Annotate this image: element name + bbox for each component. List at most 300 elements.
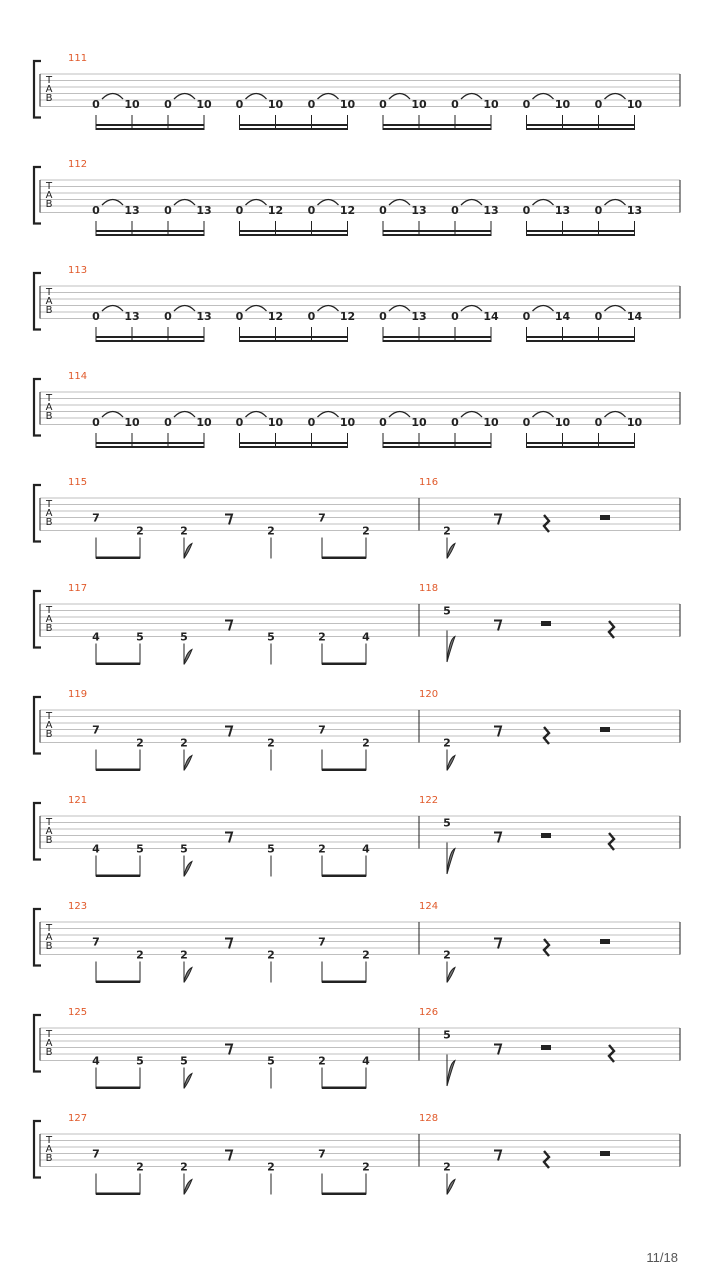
fret-number: 2 — [443, 1160, 451, 1174]
beam — [322, 875, 366, 878]
half-rest — [541, 621, 551, 626]
beam-group — [523, 94, 643, 131]
slur — [461, 412, 482, 418]
fret-number: 0 — [451, 310, 459, 323]
eighth-rest — [225, 1045, 232, 1055]
fret-number: 0 — [379, 416, 387, 429]
measure-number: 115 — [68, 477, 88, 488]
half-rest — [600, 727, 610, 732]
fret-number: 0 — [92, 98, 100, 111]
fret-number: 7 — [92, 723, 100, 737]
measure — [68, 1007, 370, 1089]
fret-number: 4 — [362, 842, 370, 856]
measure-number: 117 — [68, 583, 88, 594]
fret-number: 2 — [318, 630, 326, 644]
eighth-rest — [494, 515, 501, 525]
eighth-rest — [494, 939, 501, 949]
slur — [605, 94, 626, 100]
measure-number: 127 — [68, 1113, 88, 1124]
tab-clef-letter: A — [45, 190, 53, 201]
slur — [389, 412, 410, 418]
tab-clef-letter: A — [45, 508, 53, 519]
fret-number: 0 — [522, 98, 531, 111]
tab-system — [34, 795, 680, 877]
note-flag — [184, 862, 192, 877]
tab-clef-letter: B — [45, 835, 53, 846]
eighth-rest — [225, 939, 232, 949]
slur — [174, 200, 195, 206]
fret-number: 4 — [362, 1054, 370, 1068]
slur — [461, 200, 482, 206]
beam-primary — [383, 340, 491, 342]
fret-number: 10 — [196, 416, 212, 429]
tab-clef-letter: T — [45, 393, 53, 404]
fret-number: 10 — [554, 416, 571, 429]
fret-number: 0 — [164, 204, 172, 217]
note-flag — [447, 849, 455, 875]
measure — [419, 583, 614, 662]
tab-system — [34, 689, 680, 771]
eighth-rest — [494, 1151, 501, 1161]
tab-clef-letter: T — [45, 817, 53, 828]
tab-system — [34, 53, 680, 130]
tab-system — [34, 1007, 680, 1089]
fret-number: 13 — [483, 204, 499, 217]
slur — [461, 94, 482, 100]
beam-group — [236, 306, 355, 343]
fret-number: 5 — [136, 842, 144, 856]
beam-group — [236, 412, 356, 449]
fret-number: 5 — [136, 630, 144, 644]
measure — [419, 795, 614, 874]
half-rest — [600, 515, 610, 520]
slur — [318, 94, 339, 100]
fret-number: 10 — [483, 98, 499, 111]
beam-primary — [240, 446, 348, 448]
beam-secondary — [527, 442, 635, 444]
fret-number: 7 — [318, 935, 326, 949]
fret-number: 2 — [136, 948, 144, 962]
slur — [102, 94, 123, 100]
beam-secondary — [383, 230, 491, 232]
fret-number: 2 — [267, 736, 275, 750]
slur — [246, 200, 267, 206]
fret-number: 0 — [594, 98, 603, 111]
slur — [533, 200, 554, 206]
slur — [174, 94, 195, 100]
beam-primary — [96, 128, 204, 130]
eighth-rest — [494, 833, 501, 843]
tab-clef-letter: T — [45, 499, 53, 510]
beam — [96, 981, 140, 984]
fret-number: 13 — [196, 204, 212, 217]
measure-number: 125 — [68, 1007, 88, 1018]
eighth-rest — [225, 833, 232, 843]
tab-clef-letter: T — [45, 75, 53, 86]
fret-number: 10 — [339, 98, 356, 111]
slur — [246, 412, 267, 418]
beam-primary — [96, 340, 204, 342]
fret-number: 2 — [267, 1160, 275, 1174]
fret-number: 2 — [180, 736, 188, 750]
tab-clef-letter: A — [45, 826, 53, 837]
measure — [68, 901, 370, 983]
beam — [96, 1087, 140, 1090]
measure — [68, 477, 370, 559]
beam-secondary — [383, 336, 491, 338]
measure-number: 113 — [68, 265, 88, 276]
fret-number: 14 — [626, 310, 643, 323]
tab-clef-letter: T — [45, 181, 53, 192]
slur — [533, 94, 554, 100]
fret-number: 5 — [136, 1054, 144, 1068]
fret-number: 0 — [594, 310, 603, 323]
tab-clef-letter: A — [45, 402, 53, 413]
fret-number: 10 — [124, 416, 140, 429]
tab-clef-letter: B — [45, 623, 53, 634]
tab-clef-letter: A — [45, 932, 53, 943]
fret-number: 13 — [124, 310, 140, 323]
beam-group — [379, 94, 499, 131]
tab-clef-letter: A — [45, 720, 53, 731]
tab-clef-letter: B — [45, 1047, 53, 1058]
tab-system — [34, 371, 680, 448]
fret-number: 12 — [339, 204, 356, 217]
beam-primary — [96, 446, 204, 448]
tab-clef-letter: B — [45, 941, 53, 952]
fret-number: 13 — [124, 204, 140, 217]
beam-group — [523, 200, 642, 237]
fret-number: 0 — [307, 204, 316, 217]
measure — [419, 1007, 614, 1086]
slur — [389, 306, 410, 312]
beam-primary — [383, 446, 491, 448]
slur — [605, 200, 626, 206]
slur — [102, 306, 123, 312]
fret-number: 2 — [267, 948, 275, 962]
fret-number: 14 — [554, 310, 571, 323]
fret-number: 0 — [594, 204, 603, 217]
beam-secondary — [240, 442, 348, 444]
fret-number: 7 — [318, 723, 326, 737]
measure-number: 126 — [419, 1007, 439, 1018]
fret-number: 7 — [318, 511, 326, 525]
eighth-rest — [494, 1045, 501, 1055]
fret-number: 0 — [379, 204, 387, 217]
fret-number: 7 — [318, 1147, 326, 1161]
fret-number: 0 — [307, 98, 316, 111]
beam-secondary — [240, 230, 348, 232]
eighth-rest — [225, 515, 232, 525]
tab-clef-letter: B — [45, 729, 53, 740]
beam-primary — [240, 234, 348, 236]
tab-clef-letter: A — [45, 614, 53, 625]
tab-clef-letter: B — [45, 517, 53, 528]
tab-clef-letter: A — [45, 296, 53, 307]
beam-primary — [240, 128, 348, 130]
slur — [318, 306, 339, 312]
beam — [322, 557, 366, 560]
beam-group — [92, 200, 211, 237]
eighth-rest — [225, 621, 232, 631]
beam-secondary — [383, 442, 491, 444]
tab-system — [34, 159, 680, 236]
fret-number: 2 — [362, 524, 370, 538]
fret-number: 13 — [411, 310, 427, 323]
fret-number: 0 — [379, 98, 387, 111]
beam-group — [379, 412, 499, 449]
fret-number: 0 — [164, 416, 172, 429]
fret-number: 0 — [451, 416, 459, 429]
tab-clef-letter: T — [45, 605, 53, 616]
note-flag — [184, 1074, 192, 1089]
tab-clef-letter: A — [45, 1038, 53, 1049]
beam — [322, 1087, 366, 1090]
fret-number: 0 — [92, 204, 100, 217]
note-flag — [184, 968, 192, 983]
slur — [174, 306, 195, 312]
fret-number: 2 — [318, 1054, 326, 1068]
tab-clef-letter: B — [45, 411, 53, 422]
fret-number: 5 — [267, 630, 275, 644]
beam-secondary — [240, 124, 348, 126]
beam-group — [236, 94, 356, 131]
tab-system — [34, 901, 680, 983]
fret-number: 0 — [235, 98, 244, 111]
measure-number: 128 — [419, 1113, 439, 1124]
note-flag — [447, 637, 455, 663]
beam — [322, 981, 366, 984]
beam — [96, 557, 140, 560]
slur — [533, 412, 554, 418]
fret-number: 0 — [522, 204, 531, 217]
fret-number: 2 — [362, 736, 370, 750]
fret-number: 10 — [626, 98, 643, 111]
tab-system — [34, 477, 680, 559]
measure — [68, 159, 642, 236]
fret-number: 0 — [235, 204, 244, 217]
tab-clef-letter: T — [45, 1029, 53, 1040]
fret-number: 0 — [235, 310, 244, 323]
fret-number: 4 — [362, 630, 370, 644]
beam-secondary — [96, 230, 204, 232]
beam-secondary — [96, 124, 204, 126]
note-flag — [447, 756, 455, 771]
fret-number: 2 — [180, 1160, 188, 1174]
slur — [102, 412, 123, 418]
beam-primary — [527, 234, 635, 236]
measure-number: 120 — [419, 689, 439, 700]
beam-group — [523, 412, 643, 449]
fret-number: 0 — [164, 98, 172, 111]
beam-primary — [527, 446, 635, 448]
fret-number: 5 — [180, 842, 188, 856]
slur — [246, 94, 267, 100]
fret-number: 5 — [267, 1054, 275, 1068]
note-flag — [447, 544, 455, 559]
tab-system — [34, 1113, 680, 1195]
slur — [605, 412, 626, 418]
tab-clef-letter: B — [45, 199, 53, 210]
fret-number: 10 — [124, 98, 140, 111]
fret-number: 14 — [483, 310, 499, 323]
fret-number: 2 — [136, 1160, 144, 1174]
slur — [102, 200, 123, 206]
measure-number: 111 — [68, 53, 88, 64]
beam-secondary — [240, 336, 348, 338]
fret-number: 7 — [92, 511, 100, 525]
tab-clef-letter: T — [45, 711, 53, 722]
fret-number: 5 — [443, 1028, 451, 1042]
slur — [174, 412, 195, 418]
slur — [318, 200, 339, 206]
tab-clef-letter: B — [45, 93, 53, 104]
beam-secondary — [527, 230, 635, 232]
fret-number: 2 — [180, 948, 188, 962]
fret-number: 10 — [483, 416, 499, 429]
measure-number: 114 — [68, 371, 88, 382]
fret-number: 10 — [267, 416, 284, 429]
fret-number: 10 — [626, 416, 643, 429]
fret-number: 12 — [267, 310, 284, 323]
fret-number: 2 — [318, 842, 326, 856]
fret-number: 0 — [451, 98, 459, 111]
measure-number: 121 — [68, 795, 88, 806]
beam — [96, 875, 140, 878]
tab-system — [34, 265, 680, 342]
beam-group — [92, 94, 212, 131]
beam-secondary — [527, 124, 635, 126]
note-flag — [184, 1180, 192, 1195]
measure-number: 112 — [68, 159, 88, 170]
fret-number: 13 — [196, 310, 212, 323]
slur — [318, 412, 339, 418]
beam-group — [379, 306, 499, 343]
slur — [605, 306, 626, 312]
note-flag — [447, 1180, 455, 1195]
beam — [322, 769, 366, 772]
fret-number: 0 — [379, 310, 387, 323]
fret-number: 0 — [235, 416, 244, 429]
tab-clef-letter: T — [45, 287, 53, 298]
fret-number: 4 — [92, 842, 100, 856]
beam — [96, 1193, 140, 1196]
note-flag — [184, 650, 192, 665]
fret-number: 2 — [267, 524, 275, 538]
tab-clef-letter: B — [45, 305, 53, 316]
tab-clef-letter: A — [45, 84, 53, 95]
beam-secondary — [527, 336, 635, 338]
half-rest — [600, 1151, 610, 1156]
fret-number: 10 — [411, 416, 427, 429]
beam-group — [523, 306, 643, 343]
fret-number: 2 — [443, 736, 451, 750]
fret-number: 5 — [180, 630, 188, 644]
beam-primary — [96, 234, 204, 236]
beam-primary — [527, 128, 635, 130]
tab-clef-letter: B — [45, 1153, 53, 1164]
measure — [68, 265, 642, 342]
measure-number: 118 — [419, 583, 439, 594]
fret-number: 10 — [267, 98, 284, 111]
fret-number: 2 — [136, 524, 144, 538]
measure — [68, 371, 642, 448]
fret-number: 4 — [92, 630, 100, 644]
fret-number: 7 — [92, 1147, 100, 1161]
fret-number: 0 — [522, 310, 531, 323]
measure-number: 124 — [419, 901, 439, 912]
measure-number: 122 — [419, 795, 439, 806]
half-rest — [541, 1045, 551, 1050]
eighth-rest — [225, 727, 232, 737]
fret-number: 10 — [554, 98, 571, 111]
fret-number: 0 — [307, 416, 316, 429]
slur — [389, 94, 410, 100]
fret-number: 2 — [443, 524, 451, 538]
slur — [389, 200, 410, 206]
measure — [68, 53, 642, 130]
slur — [246, 306, 267, 312]
measure-number: 116 — [419, 477, 439, 488]
fret-number: 12 — [339, 310, 356, 323]
fret-number: 5 — [267, 842, 275, 856]
beam-primary — [383, 128, 491, 130]
page-number: 11/18 — [646, 1250, 678, 1265]
beam — [96, 769, 140, 772]
measure — [68, 583, 370, 665]
eighth-rest — [494, 727, 501, 737]
tab-system — [34, 583, 680, 665]
beam-group — [236, 200, 355, 237]
beam-secondary — [96, 336, 204, 338]
fret-number: 10 — [339, 416, 356, 429]
fret-number: 12 — [267, 204, 284, 217]
fret-number: 10 — [411, 98, 427, 111]
beam — [96, 663, 140, 666]
fret-number: 13 — [554, 204, 571, 217]
slur — [533, 306, 554, 312]
note-flag — [447, 1061, 455, 1087]
half-rest — [541, 833, 551, 838]
measure-number: 123 — [68, 901, 88, 912]
beam-primary — [527, 340, 635, 342]
fret-number: 2 — [362, 948, 370, 962]
eighth-rest — [225, 1151, 232, 1161]
fret-number: 4 — [92, 1054, 100, 1068]
fret-number: 13 — [626, 204, 643, 217]
tab-clef-letter: T — [45, 1135, 53, 1146]
fret-number: 13 — [411, 204, 427, 217]
fret-number: 0 — [92, 310, 100, 323]
beam-group — [92, 306, 211, 343]
tab-clef-letter: A — [45, 1144, 53, 1155]
beam — [322, 1193, 366, 1196]
measure — [68, 689, 370, 771]
tab-clef-letter: T — [45, 923, 53, 934]
fret-number: 0 — [522, 416, 531, 429]
fret-number: 5 — [443, 816, 451, 830]
measure — [68, 1113, 370, 1195]
measure — [68, 795, 370, 877]
fret-number: 0 — [164, 310, 172, 323]
beam-secondary — [383, 124, 491, 126]
fret-number: 2 — [136, 736, 144, 750]
note-flag — [184, 756, 192, 771]
fret-number: 0 — [307, 310, 316, 323]
fret-number: 0 — [451, 204, 459, 217]
measure-number: 119 — [68, 689, 88, 700]
beam — [322, 663, 366, 666]
